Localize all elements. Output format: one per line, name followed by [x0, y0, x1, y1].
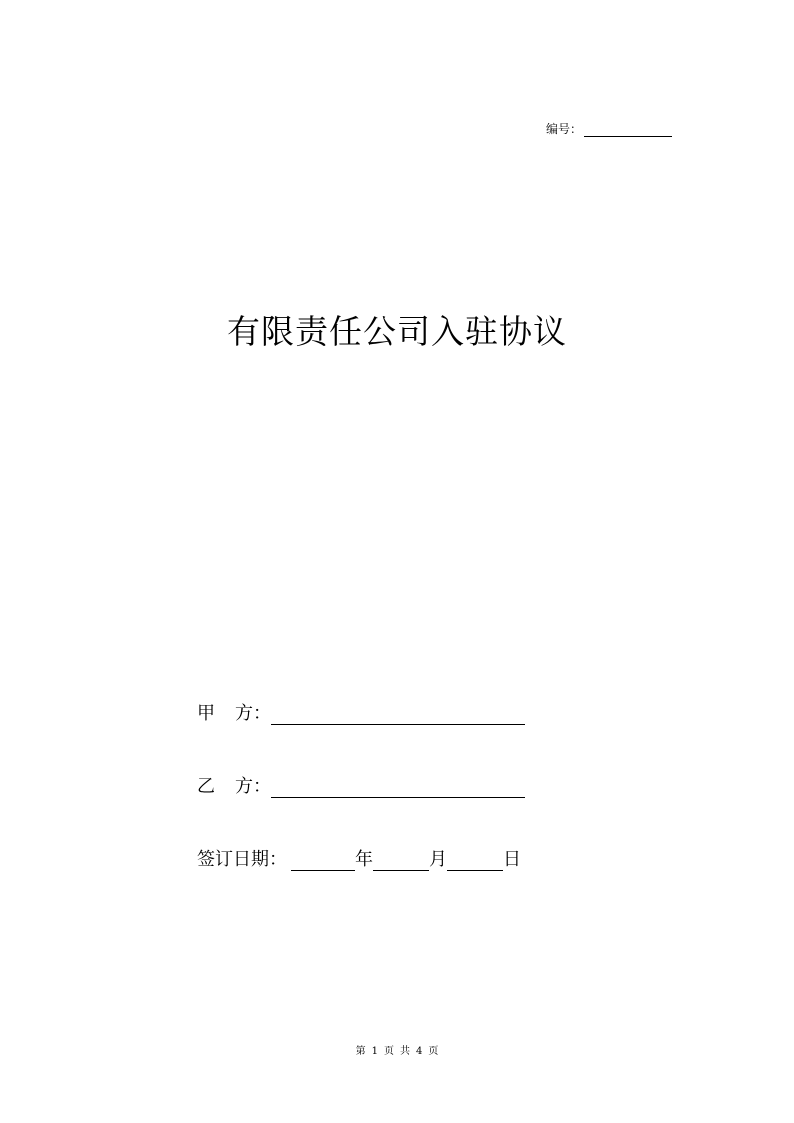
party-b-label-char2: 方：: [235, 776, 271, 797]
party-a-blank: [271, 704, 525, 725]
document-number-blank: [584, 122, 672, 137]
footer-page-word: 页: [384, 1046, 394, 1057]
party-a-label-char2: 方：: [235, 703, 271, 724]
month-blank: [373, 850, 429, 871]
footer-total-suffix: 页: [428, 1046, 439, 1057]
document-number: [546, 120, 672, 137]
year-blank: [291, 850, 355, 871]
party-a-field: [197, 699, 525, 725]
document-number-label: 编号：: [546, 122, 583, 136]
footer-page-prefix: 第: [355, 1046, 366, 1057]
footer-current-page: 1: [371, 1046, 378, 1057]
party-b-blank: [271, 777, 525, 798]
party-a-label-char1: 甲: [197, 703, 215, 724]
page-footer: [0, 1042, 794, 1057]
party-b-label-char1: 乙: [197, 776, 215, 797]
day-blank: [447, 850, 503, 871]
document-title: 有限责任公司入驻协议: [227, 312, 567, 351]
month-label: 月: [429, 849, 447, 870]
footer-total-prefix: 共: [400, 1046, 410, 1057]
day-label: 日: [503, 849, 521, 870]
party-b-field: [197, 772, 525, 798]
sign-date-field: [197, 845, 521, 871]
footer-total-pages: 4: [416, 1046, 423, 1057]
sign-date-label: 签订日期：: [197, 849, 287, 870]
year-label: 年: [355, 849, 373, 870]
